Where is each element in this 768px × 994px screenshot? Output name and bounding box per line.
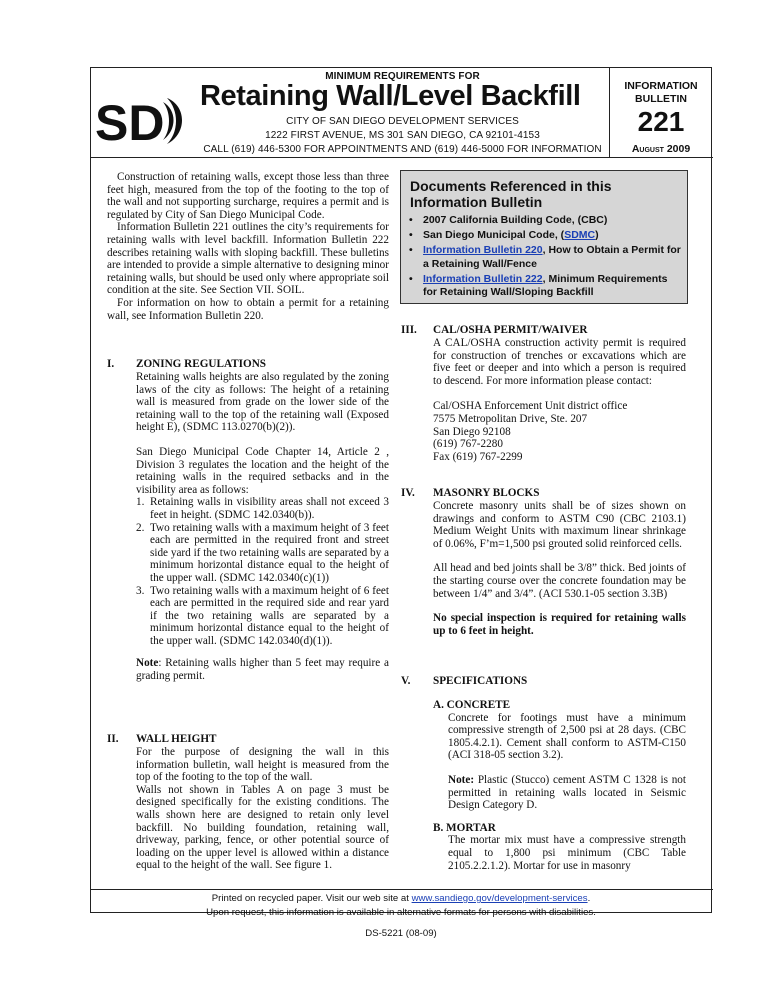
intro-p1: Construction of retaining walls, except those less than three feet high, measured from the top of the footing to the top of the wall and not supporting surcharge, requires a permit and is regulated by City of San Diego Municipal Code. — [107, 171, 389, 221]
item-text: Retaining walls in visibility areas shall not exceed 3 feet in height. (SDMC 142.0340(b)). — [150, 496, 389, 521]
doc-suffix: ) — [595, 229, 599, 242]
list-item — [136, 522, 389, 585]
wall-height-p1: For the purpose of designing the wall in this information bulletin, wall height is measured from the top of the footing to the top of the wall. — [136, 746, 389, 784]
section-body — [136, 746, 389, 872]
page-title: Retaining Wall/Level Backfill — [200, 80, 581, 112]
address-line: (619) 767-2280 — [433, 438, 503, 451]
note-label: Note — [136, 657, 159, 670]
documents-list — [407, 214, 681, 301]
doc-text: 2007 California Building Code, (CBC) — [423, 214, 608, 226]
item-number: 1. — [136, 496, 145, 509]
bulletin-label-1: INFORMATION — [624, 80, 698, 92]
mortar-p1: The mortar mix must have a compressive strength equal to 1,800 psi minimum (CBC Table 2105.2.2.1.2). Mortar for use in masonry — [448, 834, 686, 872]
section-body — [433, 699, 686, 872]
section-body — [136, 371, 389, 683]
section-number: II. — [107, 733, 119, 745]
address-line: Fax (619) 767-2299 — [433, 450, 523, 463]
bulletin-number: 221 — [637, 106, 685, 137]
doc-suffix: , Minimum Requirements for Retaining Wall/Sloping Backfill — [423, 272, 668, 299]
doc-item — [407, 244, 681, 270]
header-rule — [90, 157, 713, 158]
zoning-p1: Retaining walls heights are also regulated by the zoning laws of the city as follows: The height of a retaining wall is measured from grade on the lower side of the retaining wall to the top of the retaining wall (Exposed height E), (SDMC 113.0270(b)(2)). — [136, 371, 389, 434]
doc-item — [407, 273, 681, 299]
concrete-title: A. CONCRETE — [433, 699, 511, 711]
doc-suffix: , How to Obtain a Permit for a Retaining Wall/Fence — [423, 244, 681, 270]
ib220-link[interactable]: Information Bulletin 220 — [423, 244, 543, 257]
section-body — [433, 337, 686, 463]
list-item — [136, 585, 389, 648]
doc-prefix: San Diego Municipal Code, ( — [423, 229, 565, 242]
footer-text: . — [587, 893, 591, 904]
section-number: IV. — [401, 487, 415, 499]
item-text: Two retaining walls with a maximum height of 6 feet each are permitted in the required side and rear yard if the two retaining walls are separated by a minimum horizontal distance equal to the height of the upper wall. (SDMC 142.0340(d)(1)). — [150, 584, 389, 647]
bulletin-label-2: BULLETIN — [635, 93, 687, 105]
sd-logo-text: SD — [95, 95, 165, 148]
concrete-note — [433, 774, 686, 812]
item-number: 2. — [136, 521, 145, 534]
item-number: 3. — [136, 584, 145, 597]
footer-rule — [90, 889, 713, 890]
bulletin-date: August 2009 — [631, 143, 691, 155]
header-org: CITY OF SAN DIEGO DEVELOPMENT SERVICES — [286, 116, 519, 127]
footer-line-2: Upon request, this information is available in alternative formats for persons with disabilities. — [206, 907, 596, 918]
doc-item — [407, 229, 681, 242]
mortar-title: B. MORTAR — [433, 821, 496, 834]
note-label: Note: — [448, 773, 475, 786]
note-text: Plastic (Stucco) cement ASTM C 1328 is not permitted in retaining walls located in Seismic Design Category D. — [448, 773, 686, 812]
section-title: WALL HEIGHT — [136, 733, 217, 745]
section-title: SPECIFICATIONS — [433, 675, 528, 687]
footer-line-1 — [90, 893, 712, 904]
item-text: Two retaining walls with a maximum height of 3 feet each are permitted in the required front and street side yard if the two retaining walls are separated by a minimum horizontal distance equal to the height of the upper wall. (SDMC 142.0340(c)(1)) — [150, 521, 389, 584]
intro — [107, 171, 389, 322]
section-number: I. — [107, 358, 115, 370]
intro-p3: For information on how to obtain a permit for a retaining wall, see Information Bulletin 220. — [107, 296, 389, 322]
section-title: MASONRY BLOCKS — [433, 487, 540, 499]
address-line: Cal/OSHA Enforcement Unit district office — [433, 400, 628, 413]
masonry-p1: Concrete masonry units shall be of sizes shown on drawings and conform to ASTM C90 (CBC 2103.1) Medium Weight Units with maximum linear shrinkage of 0.06%, F’m=1,500 psi grouted solid reinforced cells. — [433, 500, 686, 550]
calosha-address — [433, 400, 686, 463]
sd-logo — [95, 92, 190, 148]
section-number: V. — [401, 675, 411, 687]
sdmc-link[interactable]: SDMC — [564, 229, 596, 242]
calosha-p1: A CAL/OSHA construction activity permit is required for construction of trenches or excavations which are five feet or deeper and into which a person is required to descend. For more information please contact: — [433, 337, 686, 387]
documents-title: Documents Referenced in this Information Bulletin — [410, 178, 612, 210]
intro-p2: Information Bulletin 221 outlines the city’s requirements for retaining walls with level backfill. Information Bulletin 222 describes retaining walls with sloping backfill. These bulletins are intended to provide a simple alternative to designing minor retaining walls, but should be used only where appropriate soil condition at the site. See Section VII. SOIL. — [107, 221, 389, 297]
header-kicker: MINIMUM REQUIREMENTS FOR — [325, 71, 480, 82]
wall-height-p2: Walls not shown in Tables A on page 3 must be designed specifically for the existing conditions. The walls shown here are designed to retain only level backfill. No building foundation, retaining wall, driveway, parking, fence, or other potential source of loading on the upper level is allowed within a distance equal to the height of the wall. See figure 1. — [136, 783, 389, 872]
documents-box — [400, 170, 688, 304]
address-line: San Diego 92108 — [433, 425, 511, 438]
section-number: III. — [401, 324, 417, 336]
footer-text: Printed on recycled paper. Visit our web site at — [211, 893, 412, 904]
ib222-link[interactable]: Information Bulletin 222 — [423, 272, 543, 285]
header-address: 1222 FIRST AVENUE, MS 301 SAN DIEGO, CA 92101-4153 — [265, 130, 540, 141]
masonry-p2: All head and bed joints shall be 3/8” thick. Bed joints of the starting course over the concrete foundation may be between 1/4” and 3/4”. (ACI 530.1-05 section 3.3B) — [433, 562, 686, 600]
section-body — [433, 500, 686, 637]
address-line: 7575 Metropolitan Drive, Ste. 207 — [433, 412, 588, 425]
zoning-note — [136, 657, 389, 682]
document-code: DS-5221 (08-09) — [365, 928, 437, 939]
section-title: ZONING REGULATIONS — [136, 358, 267, 370]
website-link[interactable]: www.sandiego.gov/development-services — [411, 893, 588, 904]
zoning-p2: San Diego Municipal Code Chapter 14, Article 2 , Division 3 regulates the location and the height of the retaining walls in the required setbacks and in the visibility area as follows: — [136, 445, 389, 496]
header-call: CALL (619) 446-5300 FOR APPOINTMENTS AND (619) 446-5000 FOR INFORMATION — [203, 144, 602, 155]
doc-item — [407, 214, 681, 227]
note-text: : Retaining walls higher than 5 feet may require a grading permit. — [136, 657, 389, 683]
section-title: CAL/OSHA PERMIT/WAIVER — [433, 324, 588, 336]
concrete-p1: Concrete for footings must have a minimum compressive strength of 2,500 psi at 28 days. (CBC 1805.4.2.1). Cement shall conform to ASTM-C150 (ACI 318-05 section 3.2). — [448, 711, 686, 762]
masonry-p3: No special inspection is required for retaining walls up to 6 feet in height. — [433, 612, 686, 637]
list-item — [136, 496, 389, 521]
